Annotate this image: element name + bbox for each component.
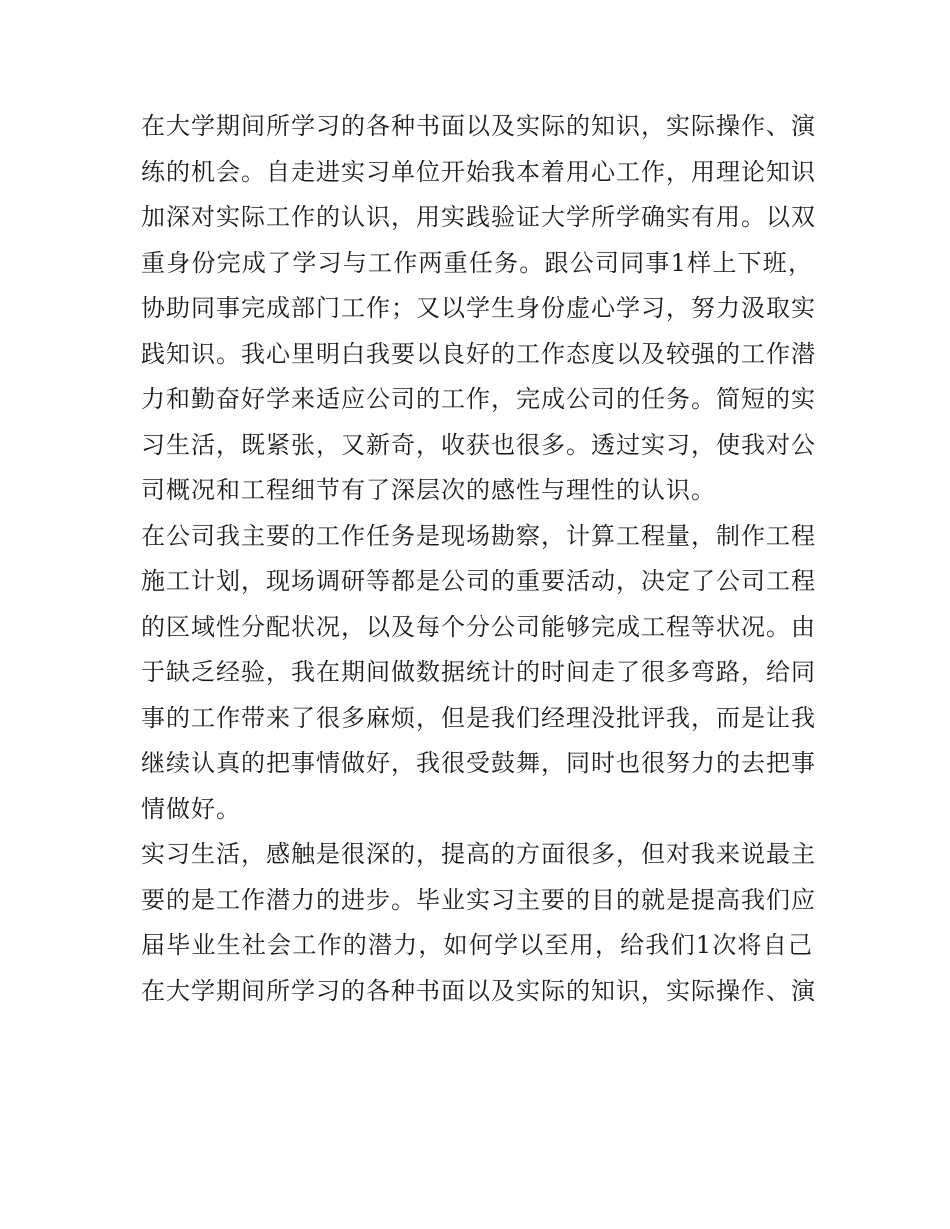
text-line: 的区域性分配状况，以及每个分公司能够完成工程等状况。由 bbox=[141, 612, 816, 641]
text-line: 届毕业生社会工作的潜力，如何学以至用，给我们1次将自己 bbox=[141, 931, 813, 959]
text-line: 加深对实际工作的认识，用实践验证大学所学确实有用。以双 bbox=[141, 203, 816, 231]
text-line: 司概况和工程细节有了深层次的感性与理性的认识。 bbox=[141, 476, 716, 504]
text-line: 于缺乏经验，我在期间做数据统计的时间走了很多弯路，给同 bbox=[141, 658, 816, 686]
text-line: 力和勤奋好学来适应公司的工作，完成公司的任务。简短的实 bbox=[141, 385, 816, 413]
text-line: 实习生活，感触是很深的，提高的方面很多，但对我来说最主 bbox=[141, 840, 816, 868]
text-line: 事的工作带来了很多麻烦，但是我们经理没批评我，而是让我 bbox=[141, 703, 816, 732]
text-line: 在公司我主要的工作任务是现场勘察，计算工程量，制作工程 bbox=[141, 521, 816, 550]
text-line: 要的是工作潜力的进步。毕业实习主要的目的就是提高我们应 bbox=[141, 885, 816, 914]
text-line: 协助同事完成部门工作；又以学生身份虚心学习，努力汲取实 bbox=[141, 294, 816, 322]
text-line: 在大学期间所学习的各种书面以及实际的知识，实际操作、演 bbox=[141, 112, 816, 140]
text-line: 在大学期间所学习的各种书面以及实际的知识，实际操作、演 bbox=[141, 976, 816, 1005]
text-line: 施工计划，现场调研等都是公司的重要活动，决定了公司工程 bbox=[141, 567, 816, 595]
text-line: 继续认真的把事情做好，我很受鼓舞，同时也很努力的去把事 bbox=[141, 749, 816, 777]
text-line: 情做好。 bbox=[141, 794, 241, 823]
document-body bbox=[141, 104, 816, 1014]
text-line: 习生活，既紧张，又新奇，收获也很多。透过实习，使我对公 bbox=[141, 430, 816, 459]
text-line: 重身份完成了学习与工作两重任务。跟公司同事1样上下班， bbox=[141, 248, 813, 277]
text-line: 践知识。我心里明白我要以良好的工作态度以及较强的工作潜 bbox=[141, 339, 816, 368]
text-line: 练的机会。自走进实习单位开始我本着用心工作，用理论知识 bbox=[141, 157, 816, 186]
